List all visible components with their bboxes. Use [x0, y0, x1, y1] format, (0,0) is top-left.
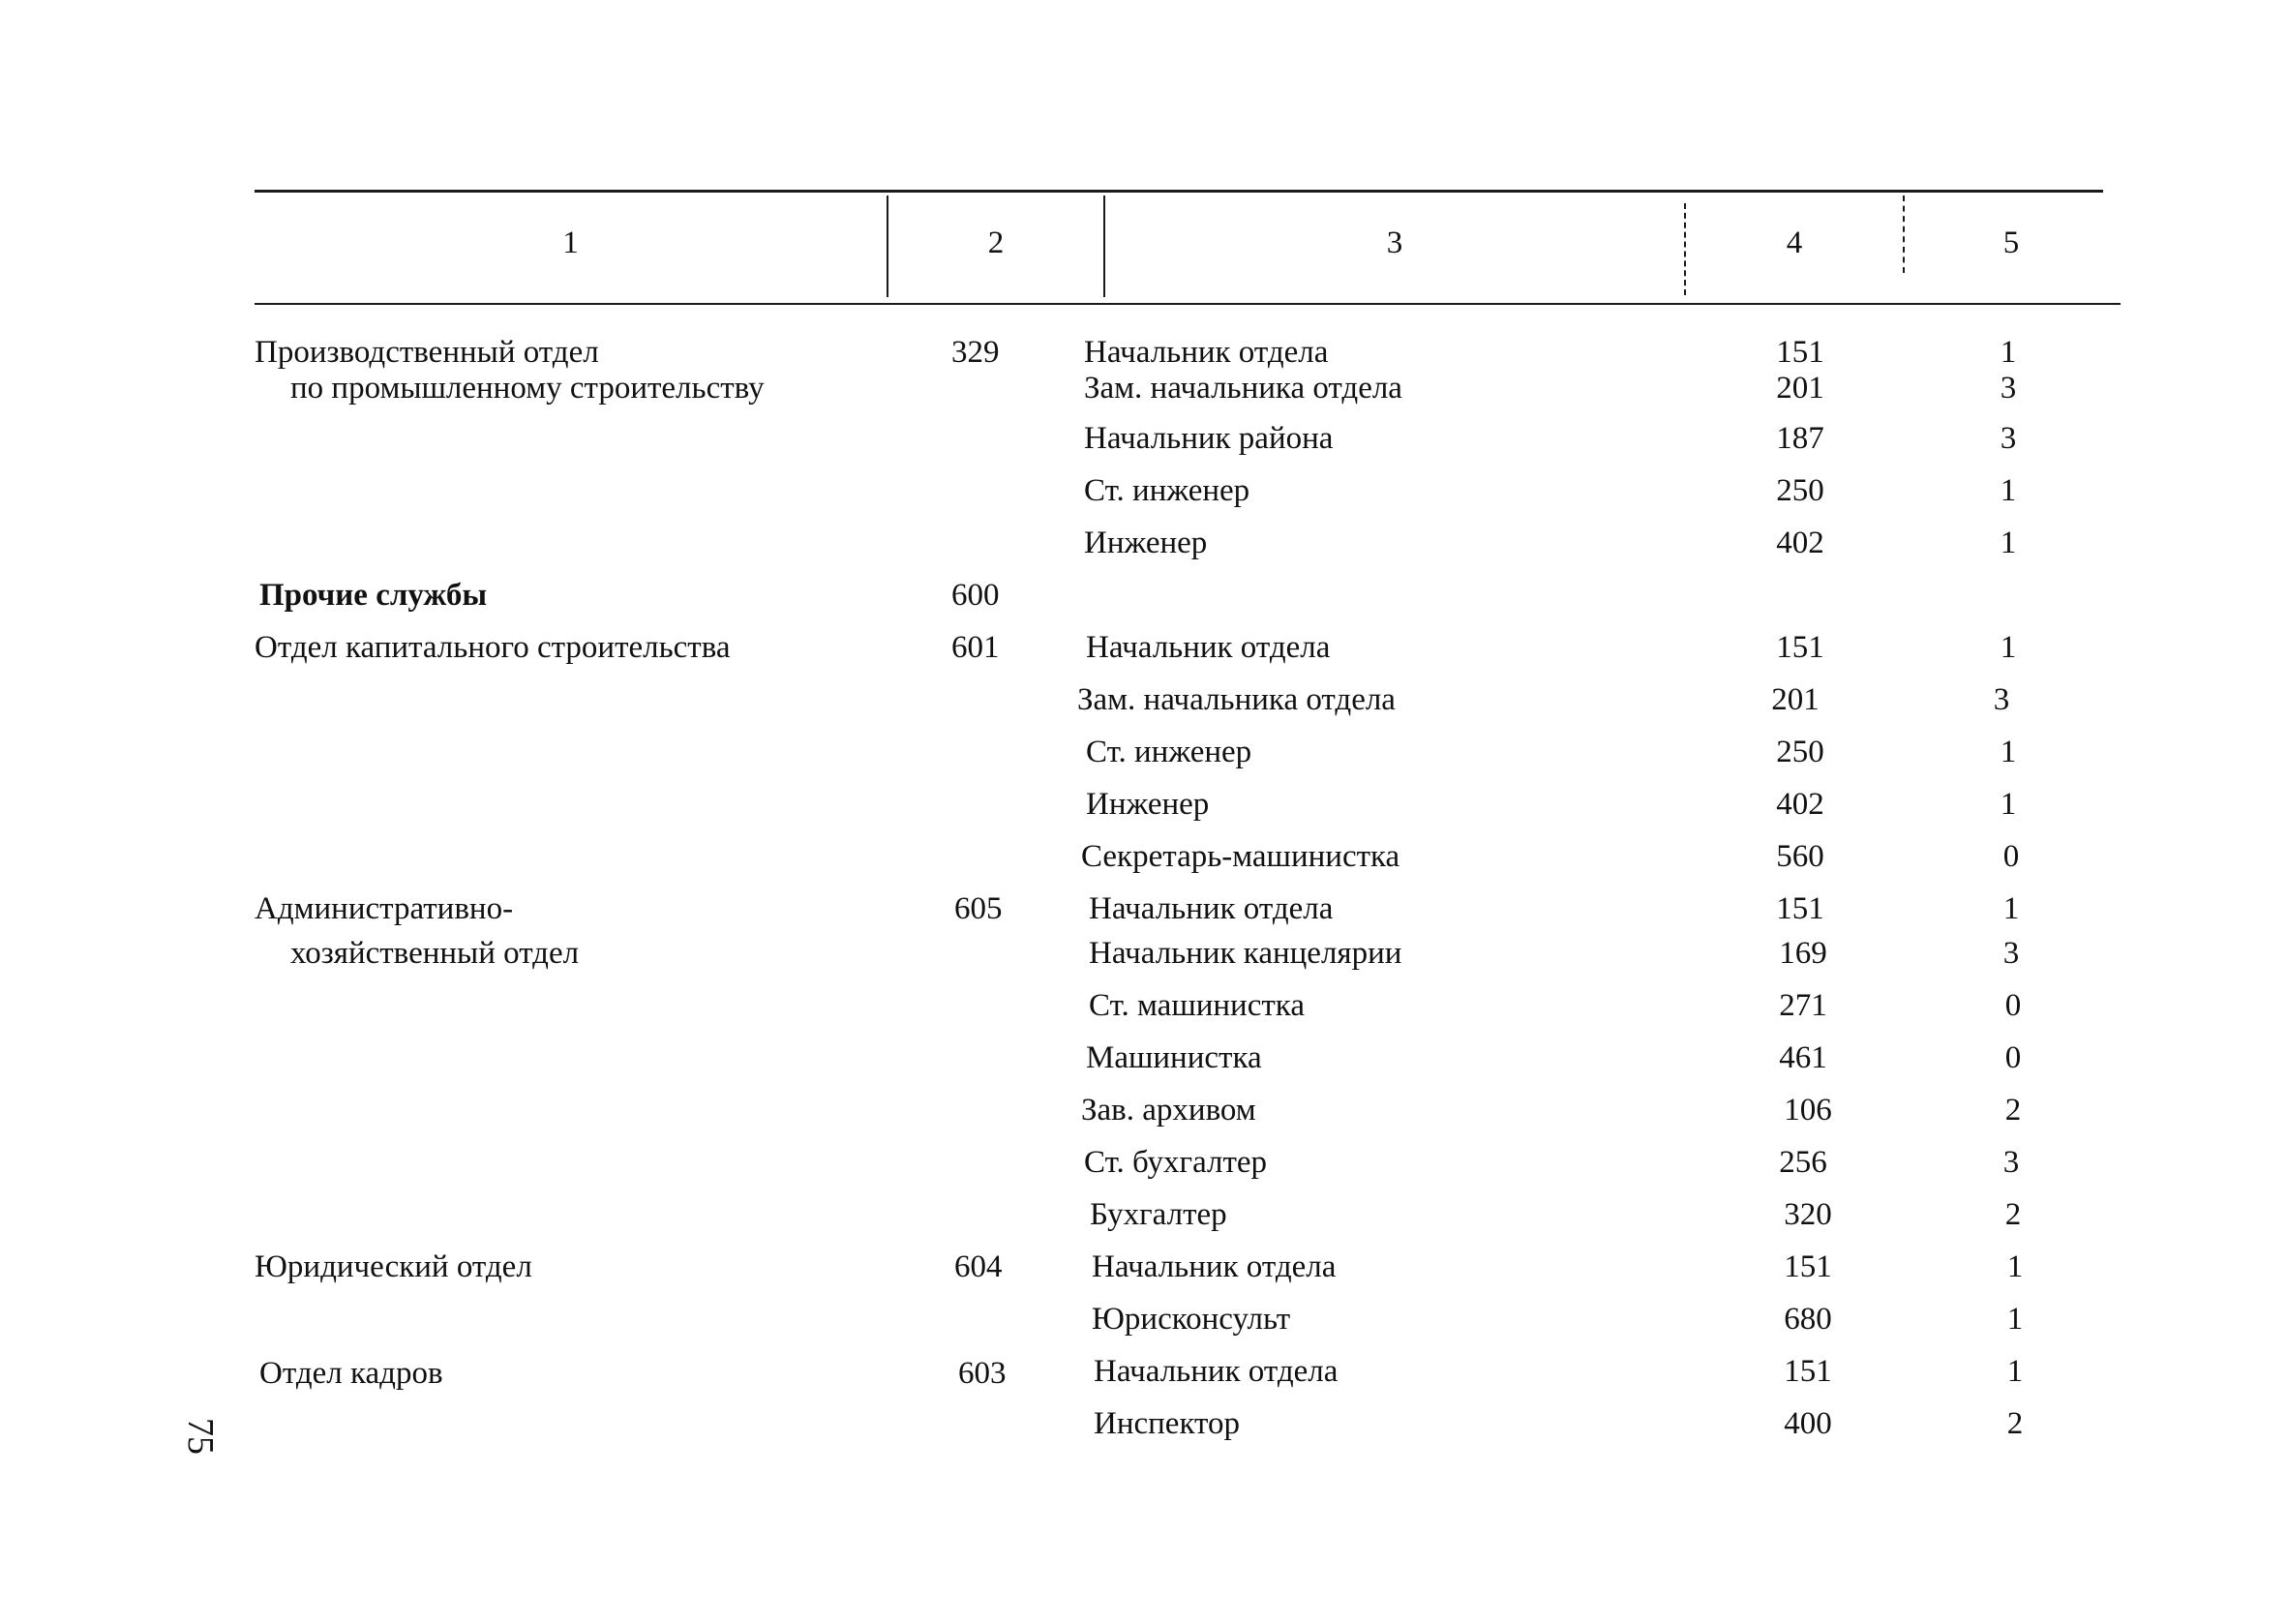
category-value: 3: [1993, 682, 2010, 717]
department-name: Производственный отдел: [255, 335, 599, 370]
column-header-2: 2: [987, 226, 1005, 260]
department-name: Административно-: [255, 891, 514, 926]
position-code: 250: [1776, 735, 1824, 769]
position-code: 250: [1776, 473, 1824, 508]
category-value: 1: [2006, 1354, 2024, 1389]
department-code: 604: [954, 1249, 1003, 1284]
column-header-3: 3: [1386, 226, 1403, 260]
department-code: 605: [954, 891, 1003, 926]
position-code: 106: [1784, 1093, 1832, 1128]
department-name: Отдел кадров: [259, 1356, 443, 1391]
position-code: 256: [1779, 1145, 1827, 1180]
position-name: Инженер: [1084, 526, 1208, 560]
position-name: Инспектор: [1094, 1406, 1241, 1441]
position-code: 201: [1771, 682, 1820, 717]
category-value: 0: [2004, 1040, 2022, 1075]
category-value: 2: [2004, 1093, 2022, 1128]
position-name: Зав. архивом: [1081, 1093, 1256, 1128]
category-value: 2: [2006, 1406, 2024, 1441]
category-value: 1: [2000, 473, 2017, 508]
category-value: 0: [2002, 839, 2020, 874]
department-name: по промышленному строительству: [290, 371, 765, 406]
position-name: Начальник канцелярии: [1089, 936, 1402, 971]
position-name: Инженер: [1086, 787, 1210, 822]
column-header-4: 4: [1786, 226, 1803, 260]
position-name: Ст. машинистка: [1089, 988, 1305, 1023]
department-code: 601: [951, 630, 1000, 665]
position-code: 560: [1776, 839, 1824, 874]
category-value: 1: [2000, 735, 2017, 769]
position-code: 151: [1776, 891, 1824, 926]
department-name: хозяйственный отдел: [290, 936, 580, 971]
category-value: 1: [2000, 335, 2017, 370]
table-header-bottom-rule: [255, 303, 2121, 305]
category-value: 3: [2002, 936, 2020, 971]
position-code: 151: [1776, 335, 1824, 370]
category-value: 3: [2000, 371, 2017, 406]
position-name: Секретарь-машинистка: [1081, 839, 1400, 874]
position-code: 400: [1784, 1406, 1832, 1441]
category-value: 1: [2000, 526, 2017, 560]
category-value: 1: [2000, 787, 2017, 822]
position-name: Начальник отдела: [1084, 335, 1329, 370]
position-code: 461: [1779, 1040, 1827, 1075]
position-name: Ст. инженер: [1084, 473, 1250, 508]
position-code: 169: [1779, 936, 1827, 971]
category-value: 1: [2002, 891, 2020, 926]
position-code: 151: [1776, 630, 1824, 665]
position-name: Ст. инженер: [1086, 735, 1252, 769]
position-code: 402: [1776, 787, 1824, 822]
position-name: Бухгалтер: [1090, 1197, 1227, 1232]
column-header-5: 5: [2002, 226, 2020, 260]
department-name: Прочие службы: [259, 578, 488, 613]
position-name: Начальник отдела: [1089, 891, 1334, 926]
position-name: Юрисконсульт: [1092, 1302, 1291, 1337]
category-value: 1: [2000, 630, 2017, 665]
position-name: Зам. начальника отдела: [1084, 371, 1402, 406]
department-code: 600: [951, 578, 1000, 613]
department-code: 603: [958, 1356, 1007, 1391]
category-value: 3: [2002, 1145, 2020, 1180]
position-code: 151: [1784, 1354, 1832, 1389]
department-name: Отдел капитального строительства: [255, 630, 731, 665]
position-code: 320: [1784, 1197, 1832, 1232]
position-code: 187: [1776, 421, 1824, 456]
position-code: 271: [1779, 988, 1827, 1023]
table-top-rule: [255, 190, 2103, 193]
department-name: Юридический отдел: [255, 1249, 532, 1284]
position-name: Начальник отдела: [1086, 630, 1331, 665]
category-value: 1: [2006, 1249, 2024, 1284]
position-name: Зам. начальника отдела: [1077, 682, 1396, 717]
page-number: 75: [180, 1418, 221, 1455]
position-code: 151: [1784, 1249, 1832, 1284]
position-name: Начальник отдела: [1092, 1249, 1337, 1284]
position-name: Машинистка: [1086, 1040, 1262, 1075]
category-value: 0: [2004, 988, 2022, 1023]
position-name: Начальник отдела: [1094, 1354, 1339, 1389]
category-value: 3: [2000, 421, 2017, 456]
department-code: 329: [951, 335, 1000, 370]
position-code: 402: [1776, 526, 1824, 560]
position-name: Ст. бухгалтер: [1084, 1145, 1268, 1180]
position-code: 680: [1784, 1302, 1832, 1337]
position-code: 201: [1776, 371, 1824, 406]
category-value: 1: [2006, 1302, 2024, 1337]
category-value: 2: [2004, 1197, 2022, 1232]
column-header-1: 1: [562, 226, 579, 260]
position-name: Начальник района: [1084, 421, 1334, 456]
